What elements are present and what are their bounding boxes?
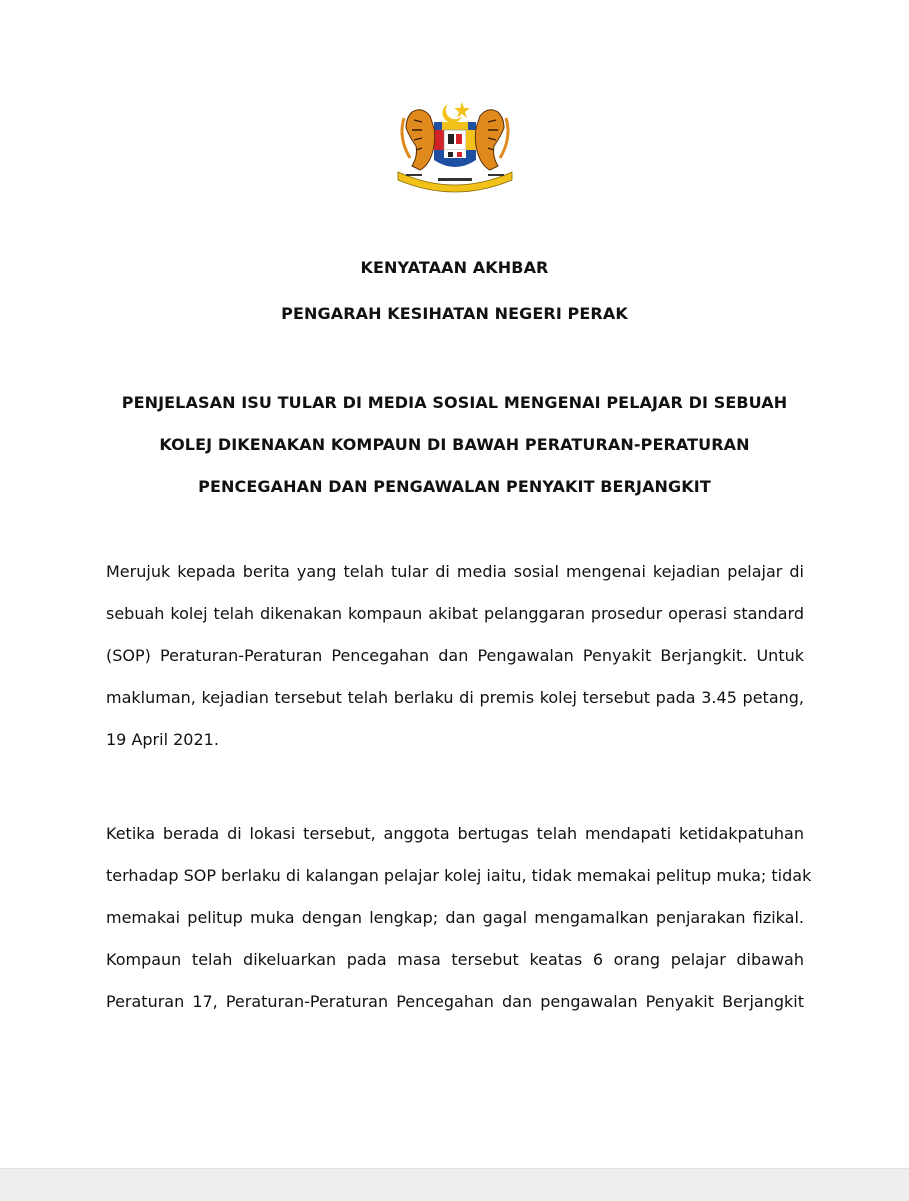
paragraph-line: memakai pelitup muka dengan lengkap; dan gagal mengamalkan penjarakan fizikal.	[106, 908, 804, 927]
malaysia-coat-of-arms-icon	[392, 98, 518, 194]
paragraph-line: (SOP) Peraturan-Peraturan Pencegahan dan Pengawalan Penyakit Berjangkit. Untuk	[106, 646, 804, 665]
paragraph-line: Peraturan 17, Peraturan-Peraturan Pencegahan dan pengawalan Penyakit Berjangkit	[106, 992, 804, 1011]
title-line: PENJELASAN ISU TULAR DI MEDIA SOSIAL MENGENAI PELAJAR DI SEBUAH	[121, 393, 788, 412]
viewer-bottom-bar	[0, 1168, 909, 1201]
paragraph-line: Merujuk kepada berita yang telah tular di media sosial mengenai kejadian pelajar di	[106, 562, 804, 581]
paragraph-line: makluman, kejadian tersebut telah berlaku di premis kolej tersebut pada 3.45 petang,	[106, 688, 804, 707]
paragraph-line: Ketika berada di lokasi tersebut, anggota bertugas telah mendapati ketidakpatuhan	[106, 824, 804, 843]
press-statement-heading: KENYATAAN AKHBAR	[360, 258, 549, 277]
paragraph-line: 19 April 2021.	[106, 730, 219, 749]
paragraph-line: terhadap SOP berlaku di kalangan pelajar kolej iaitu, tidak memakai pelitup muka; tidak	[106, 866, 812, 885]
body-paragraph-2	[106, 813, 812, 1023]
body-paragraph-1	[106, 551, 804, 761]
title-line: KOLEJ DIKENAKAN KOMPAUN DI BAWAH PERATURAN-PERATURAN	[159, 435, 750, 454]
paragraph-line: sebuah kolej telah dikenakan kompaun akibat pelanggaran prosedur operasi standard	[106, 604, 804, 623]
paragraph-line: Kompaun telah dikeluarkan pada masa tersebut keatas 6 orang pelajar dibawah	[106, 950, 804, 969]
title-line: PENCEGAHAN DAN PENGAWALAN PENYAKIT BERJANGKIT	[198, 477, 711, 496]
issuer-heading: PENGARAH KESIHATAN NEGERI PERAK	[281, 304, 628, 323]
